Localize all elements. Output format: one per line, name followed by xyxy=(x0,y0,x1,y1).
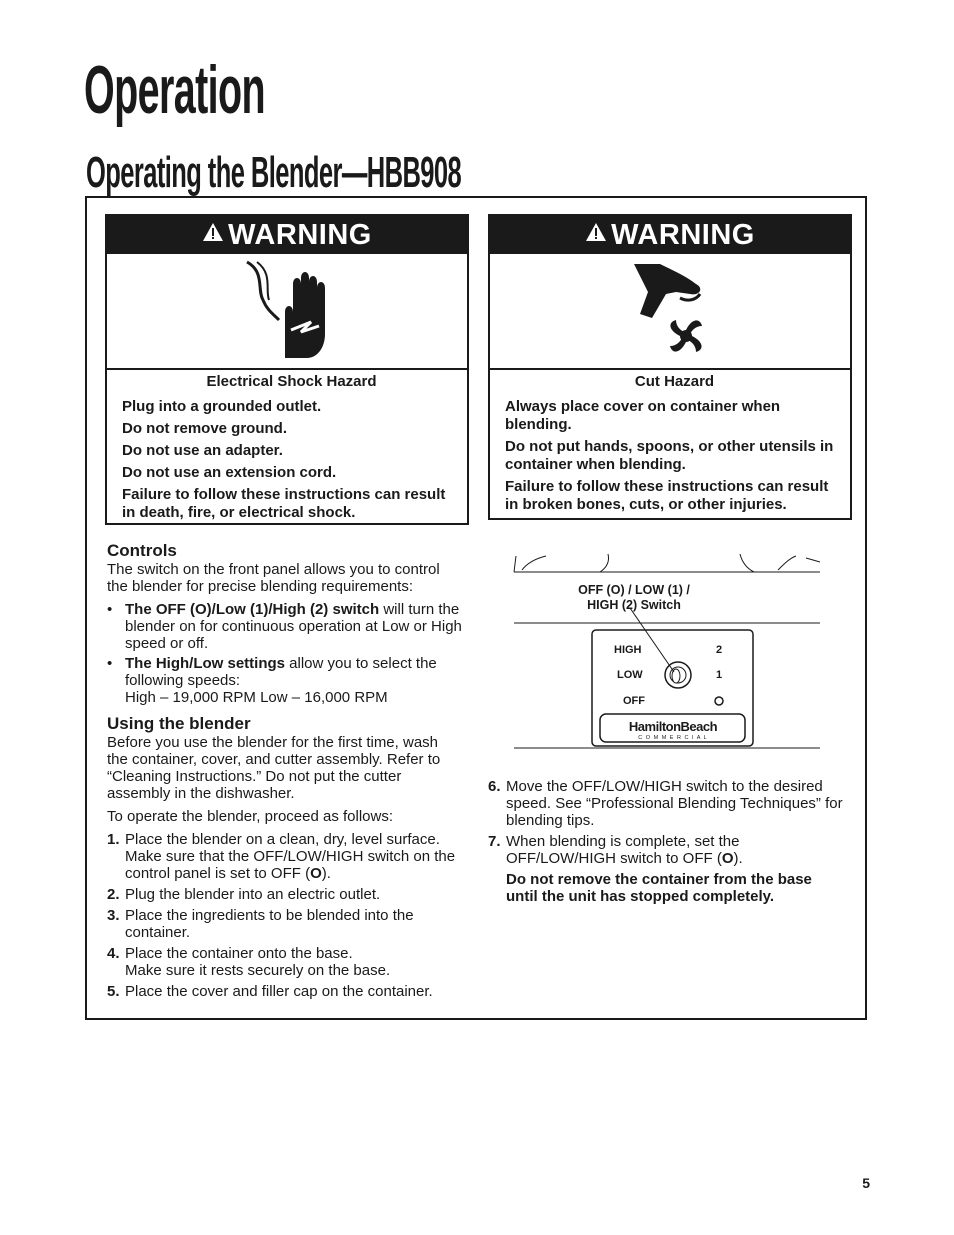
controls-list xyxy=(107,601,463,706)
warning-line: Always place cover on container when blending. xyxy=(505,398,781,433)
warning-triangle-icon xyxy=(585,222,607,248)
warning-label: WARNING xyxy=(611,218,755,251)
step-item: 5. Place the cover and filler cap on the container. xyxy=(107,983,433,1000)
label-off: OFF xyxy=(623,695,645,707)
warning-header xyxy=(107,216,467,254)
final-note: Do not remove the container from the base until the unit has stopped completely. xyxy=(506,871,812,905)
brand-logo: HamiltonBeach xyxy=(628,719,718,734)
warning-line: Plug into a grounded outlet. xyxy=(122,398,322,415)
left-column xyxy=(107,541,463,1004)
steps-list xyxy=(107,831,463,1000)
warning-box-electrical xyxy=(105,214,469,525)
page-number: 5 xyxy=(862,1175,870,1191)
list-item: • The High/Low settings allow you to select the following speeds: High – 19,000 RPM Low – 16,000 RPM xyxy=(107,655,437,706)
switch-callout: OFF (O) / LOW (1) / HIGH (2) Switch xyxy=(578,583,690,612)
step-item: 3. Place the ingredients to be blended into the container. xyxy=(107,907,414,941)
switch-diagram xyxy=(510,552,822,752)
right-column xyxy=(488,778,844,911)
label-one: 1 xyxy=(716,669,723,681)
warning-line: Do not use an extension cord. xyxy=(122,464,337,481)
cut-hazard-blade-icon xyxy=(490,254,850,370)
step-item: 2. Plug the blender into an electric outlet. xyxy=(107,886,381,903)
warning-header xyxy=(490,216,850,254)
step-item: 4. Place the container onto the base. Make sure it rests securely on the base. xyxy=(107,945,391,979)
controls-intro: The switch on the front panel allows you to control the blender for precise blending requirements: xyxy=(107,561,440,595)
warning-line: Do not remove ground. xyxy=(122,420,287,437)
hazard-title: Cut Hazard xyxy=(634,373,715,390)
page-subtitle: Operating the Blender—HBB908 xyxy=(86,148,462,197)
step-item: 1. Place the blender on a clean, dry, level surface. Make sure that the OFF/LOW/HIGH switch on the control panel is set to OFF (O). xyxy=(107,831,456,882)
warning-line: Do not use an adapter. xyxy=(122,442,283,459)
step-item: 6. Move the OFF/LOW/HIGH switch to the desired speed. See “Professional Blending Techniques” for blending tips. xyxy=(488,778,843,829)
warning-line: Failure to follow these instructions can result in death, fire, or electrical shock. xyxy=(122,486,446,521)
hazard-title: Electrical Shock Hazard xyxy=(206,373,377,390)
page-title: Operation xyxy=(84,52,266,128)
electrical-shock-hand-icon xyxy=(107,254,467,370)
list-item: • The OFF (O)/Low (1)/High (2) switch will turn the blender on for continuous operation at Low or High speed or off. xyxy=(107,601,462,652)
label-two: 2 xyxy=(716,644,723,656)
warning-line: Do not put hands, spoons, or other utensils in container when blending. xyxy=(505,438,834,473)
controls-heading: Controls xyxy=(107,541,177,560)
using-proceed: To operate the blender, proceed as follows: xyxy=(107,808,394,825)
brand-subtitle: C O M M E R C I A L xyxy=(638,735,708,741)
using-intro: Before you use the blender for the first time, wash the container, cover, and cutter assembly. Refer to “Cleaning Instructions.” Do not put the cutter assembly in the dishwasher. xyxy=(107,734,441,802)
step-item: 7. When blending is complete, set the OFF/LOW/HIGH switch to OFF (O). xyxy=(488,833,743,867)
label-low: LOW xyxy=(617,669,643,681)
steps-list-continued xyxy=(488,778,844,867)
label-high: HIGH xyxy=(614,644,642,656)
using-heading: Using the blender xyxy=(107,714,251,733)
warning-label: WARNING xyxy=(228,218,372,251)
warning-triangle-icon xyxy=(202,222,224,248)
warning-box-cut xyxy=(488,214,852,520)
warning-line: Failure to follow these instructions can result in broken bones, cuts, or other injuries. xyxy=(505,478,829,513)
